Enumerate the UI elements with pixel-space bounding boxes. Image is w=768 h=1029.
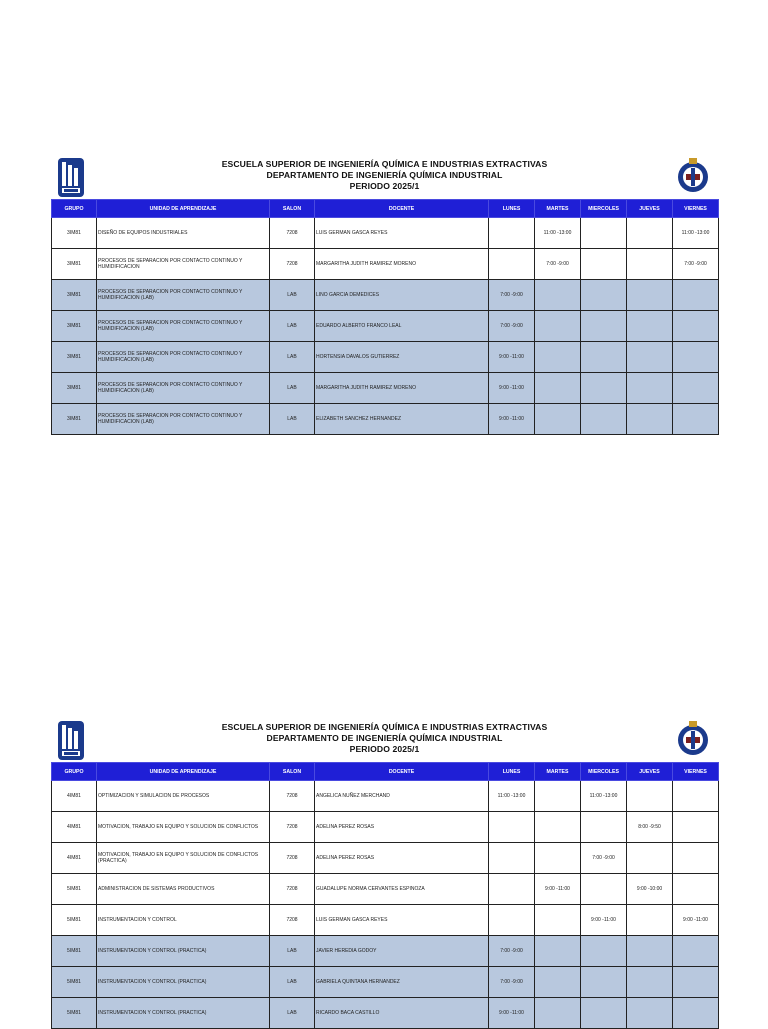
cell-docente: ANGELICA NUÑEZ MERCHAND bbox=[315, 781, 489, 812]
sheet-header bbox=[51, 157, 718, 199]
table-row bbox=[52, 311, 719, 342]
school-name: ESCUELA SUPERIOR DE INGENIERÍA QUÍMICA E INDUSTRIAS EXTRACTIVAS bbox=[221, 722, 548, 732]
cell-salon: 7208 bbox=[270, 812, 315, 843]
cell-martes bbox=[535, 404, 581, 435]
cell-viernes bbox=[673, 874, 719, 905]
col-miercoles: MIERCOLES bbox=[581, 200, 627, 218]
cell-unidad: ADMINISTRACION DE SISTEMAS PRODUCTIVOS bbox=[97, 874, 270, 905]
cell-salon: 7208 bbox=[270, 874, 315, 905]
cell-viernes bbox=[673, 781, 719, 812]
cell-viernes bbox=[673, 843, 719, 874]
cell-martes: 9:00 -11:00 bbox=[535, 874, 581, 905]
department-name: DEPARTAMENTO DE INGENIERÍA QUÍMICA INDUSTRIAL bbox=[266, 733, 503, 743]
cell-unidad: PROCESOS DE SEPARACION POR CONTACTO CONTINUO Y HUMIDIFICACION (LAB) bbox=[97, 342, 270, 373]
cell-grupo: 3IM81 bbox=[52, 342, 97, 373]
col-lunes: LUNES bbox=[489, 200, 535, 218]
cell-unidad: INSTRUMENTACION Y CONTROL (PRACTICA) bbox=[97, 998, 270, 1029]
table-row bbox=[52, 342, 719, 373]
col-viernes: VIERNES bbox=[673, 763, 719, 781]
cell-lunes: 7:00 -9:00 bbox=[489, 967, 535, 998]
cell-lunes: 7:00 -9:00 bbox=[489, 936, 535, 967]
cell-viernes bbox=[673, 342, 719, 373]
table-row bbox=[52, 218, 719, 249]
cell-grupo: 3IM81 bbox=[52, 311, 97, 342]
cell-viernes: 7:00 -9:00 bbox=[673, 249, 719, 280]
cell-docente: ADELINA PEREZ ROSAS bbox=[315, 843, 489, 874]
ipn-gear-seal-icon bbox=[676, 157, 710, 196]
col-salon: SALON bbox=[270, 763, 315, 781]
table-row bbox=[52, 936, 719, 967]
cell-grupo: 4IM81 bbox=[52, 843, 97, 874]
cell-grupo: 3IM81 bbox=[52, 249, 97, 280]
cell-viernes: 11:00 -13:00 bbox=[673, 218, 719, 249]
cell-jueves bbox=[627, 218, 673, 249]
cell-jueves bbox=[627, 404, 673, 435]
table-row bbox=[52, 280, 719, 311]
cell-miercoles bbox=[581, 311, 627, 342]
col-lunes: LUNES bbox=[489, 763, 535, 781]
cell-unidad: MOTIVACION, TRABAJO EN EQUIPO Y SOLUCION DE CONFLICTOS (PRACTICA) bbox=[97, 843, 270, 874]
cell-docente: GUADALUPE NORMA CERVANTES ESPINOZA bbox=[315, 874, 489, 905]
cell-viernes bbox=[673, 404, 719, 435]
cell-martes: 11:00 -13:00 bbox=[535, 218, 581, 249]
ipn-gear-seal-icon bbox=[676, 720, 710, 759]
cell-salon: LAB bbox=[270, 998, 315, 1029]
col-docente: DOCENTE bbox=[315, 200, 489, 218]
cell-miercoles: 9:00 -11:00 bbox=[581, 905, 627, 936]
cell-jueves bbox=[627, 311, 673, 342]
cell-unidad: INSTRUMENTACION Y CONTROL (PRACTICA) bbox=[97, 967, 270, 998]
cell-docente: JAVIER HEREDIA GODOY bbox=[315, 936, 489, 967]
cell-unidad: PROCESOS DE SEPARACION POR CONTACTO CONTINUO Y HUMIDIFICACION (LAB) bbox=[97, 373, 270, 404]
cell-lunes: 7:00 -9:00 bbox=[489, 280, 535, 311]
cell-miercoles bbox=[581, 280, 627, 311]
table-row bbox=[52, 967, 719, 998]
cell-unidad: INSTRUMENTACION Y CONTROL (PRACTICA) bbox=[97, 936, 270, 967]
cell-lunes: 9:00 -11:00 bbox=[489, 373, 535, 404]
cell-unidad: PROCESOS DE SEPARACION POR CONTACTO CONTINUO Y HUMIDIFICACION bbox=[97, 249, 270, 280]
col-jueves: JUEVES bbox=[627, 763, 673, 781]
cell-grupo: 5IM81 bbox=[52, 905, 97, 936]
cell-salon: 7208 bbox=[270, 218, 315, 249]
cell-jueves: 8:00 -9:50 bbox=[627, 812, 673, 843]
cell-martes bbox=[535, 342, 581, 373]
cell-miercoles bbox=[581, 812, 627, 843]
cell-lunes bbox=[489, 249, 535, 280]
col-martes: MARTES bbox=[535, 763, 581, 781]
cell-miercoles bbox=[581, 967, 627, 998]
table-row bbox=[52, 843, 719, 874]
cell-jueves bbox=[627, 967, 673, 998]
cell-grupo: 3IM81 bbox=[52, 404, 97, 435]
cell-unidad: PROCESOS DE SEPARACION POR CONTACTO CONTINUO Y HUMIDIFICACION (LAB) bbox=[97, 404, 270, 435]
col-jueves: JUEVES bbox=[627, 200, 673, 218]
cell-viernes bbox=[673, 812, 719, 843]
cell-martes bbox=[535, 311, 581, 342]
col-unidad: UNIDAD DE APRENDIZAJE bbox=[97, 200, 270, 218]
table-body bbox=[52, 781, 719, 1029]
cell-salon: LAB bbox=[270, 342, 315, 373]
cell-viernes bbox=[673, 373, 719, 404]
schedule-sheet-2 bbox=[51, 720, 718, 1029]
cell-salon: LAB bbox=[270, 280, 315, 311]
table-header-row bbox=[52, 200, 719, 218]
cell-salon: 7208 bbox=[270, 781, 315, 812]
col-docente: DOCENTE bbox=[315, 763, 489, 781]
period-label: PERIODO 2025/1 bbox=[349, 744, 420, 754]
cell-viernes bbox=[673, 311, 719, 342]
cell-martes bbox=[535, 373, 581, 404]
cell-lunes: 11:00 -13:00 bbox=[489, 781, 535, 812]
schedule-table bbox=[51, 199, 719, 435]
cell-lunes bbox=[489, 812, 535, 843]
cell-miercoles bbox=[581, 936, 627, 967]
cell-lunes: 9:00 -11:00 bbox=[489, 404, 535, 435]
cell-docente: GABRIELA QUINTANA HERNANDEZ bbox=[315, 967, 489, 998]
table-body bbox=[52, 218, 719, 435]
cell-miercoles bbox=[581, 874, 627, 905]
cell-unidad: OPTIMIZACION Y SIMULACION DE PROCESOS bbox=[97, 781, 270, 812]
cell-miercoles bbox=[581, 218, 627, 249]
school-name: ESCUELA SUPERIOR DE INGENIERÍA QUÍMICA E INDUSTRIAS EXTRACTIVAS bbox=[221, 159, 548, 169]
col-grupo: GRUPO bbox=[52, 200, 97, 218]
cell-lunes bbox=[489, 218, 535, 249]
cell-martes bbox=[535, 967, 581, 998]
cell-docente: HORTENSIA DAVALOS GUTIERREZ bbox=[315, 342, 489, 373]
schedule-table bbox=[51, 762, 719, 1029]
cell-jueves bbox=[627, 936, 673, 967]
cell-salon: LAB bbox=[270, 373, 315, 404]
table-row bbox=[52, 781, 719, 812]
col-grupo: GRUPO bbox=[52, 763, 97, 781]
cell-miercoles bbox=[581, 404, 627, 435]
table-row bbox=[52, 373, 719, 404]
cell-docente: LUIS GERMAN GASCA REYES bbox=[315, 218, 489, 249]
col-miercoles: MIERCOLES bbox=[581, 763, 627, 781]
table-row bbox=[52, 874, 719, 905]
col-salon: SALON bbox=[270, 200, 315, 218]
cell-jueves bbox=[627, 280, 673, 311]
cell-grupo: 3IM81 bbox=[52, 280, 97, 311]
cell-grupo: 4IM81 bbox=[52, 781, 97, 812]
cell-lunes bbox=[489, 905, 535, 936]
cell-miercoles: 7:00 -9:00 bbox=[581, 843, 627, 874]
cell-salon: LAB bbox=[270, 404, 315, 435]
table-row bbox=[52, 249, 719, 280]
cell-martes bbox=[535, 280, 581, 311]
col-martes: MARTES bbox=[535, 200, 581, 218]
title-block bbox=[51, 722, 718, 755]
cell-lunes: 9:00 -11:00 bbox=[489, 342, 535, 373]
cell-docente: MARGARITHA JUDITH RAMIREZ MORENO bbox=[315, 373, 489, 404]
cell-miercoles bbox=[581, 342, 627, 373]
cell-docente: LINO GARCIA DEMEDICES bbox=[315, 280, 489, 311]
cell-viernes bbox=[673, 936, 719, 967]
cell-jueves bbox=[627, 781, 673, 812]
cell-unidad: PROCESOS DE SEPARACION POR CONTACTO CONTINUO Y HUMIDIFICACION (LAB) bbox=[97, 311, 270, 342]
table-header-row bbox=[52, 763, 719, 781]
cell-docente: RICARDO BACA CASTILLO bbox=[315, 998, 489, 1029]
cell-martes bbox=[535, 936, 581, 967]
cell-docente: LUIS GERMAN GASCA REYES bbox=[315, 905, 489, 936]
cell-docente: ADELINA PEREZ ROSAS bbox=[315, 812, 489, 843]
cell-jueves bbox=[627, 373, 673, 404]
cell-salon: 7208 bbox=[270, 249, 315, 280]
cell-grupo: 4IM81 bbox=[52, 812, 97, 843]
cell-jueves bbox=[627, 905, 673, 936]
cell-lunes bbox=[489, 843, 535, 874]
cell-unidad: MOTIVACION, TRABAJO EN EQUIPO Y SOLUCION DE CONFLICTOS bbox=[97, 812, 270, 843]
cell-martes: 7:00 -9:00 bbox=[535, 249, 581, 280]
cell-martes bbox=[535, 781, 581, 812]
cell-grupo: 5IM81 bbox=[52, 936, 97, 967]
table-row bbox=[52, 404, 719, 435]
cell-martes bbox=[535, 812, 581, 843]
schedule-sheet-1 bbox=[51, 157, 718, 435]
col-viernes: VIERNES bbox=[673, 200, 719, 218]
cell-miercoles bbox=[581, 373, 627, 404]
cell-miercoles bbox=[581, 249, 627, 280]
cell-docente: EDUARDO ALBERTO FRANCO LEAL bbox=[315, 311, 489, 342]
cell-viernes: 9:00 -11:00 bbox=[673, 905, 719, 936]
table-row bbox=[52, 812, 719, 843]
cell-grupo: 3IM81 bbox=[52, 373, 97, 404]
cell-salon: LAB bbox=[270, 936, 315, 967]
cell-viernes bbox=[673, 967, 719, 998]
period-label: PERIODO 2025/1 bbox=[349, 181, 420, 191]
cell-miercoles: 11:00 -13:00 bbox=[581, 781, 627, 812]
cell-martes bbox=[535, 905, 581, 936]
title-block bbox=[51, 159, 718, 192]
cell-lunes: 7:00 -9:00 bbox=[489, 311, 535, 342]
cell-salon: LAB bbox=[270, 967, 315, 998]
cell-docente: MARGARITHA JUDITH RAMIREZ MORENO bbox=[315, 249, 489, 280]
cell-jueves bbox=[627, 843, 673, 874]
cell-jueves bbox=[627, 342, 673, 373]
cell-viernes bbox=[673, 280, 719, 311]
col-unidad: UNIDAD DE APRENDIZAJE bbox=[97, 763, 270, 781]
cell-jueves bbox=[627, 249, 673, 280]
cell-salon: 7208 bbox=[270, 843, 315, 874]
cell-unidad: DISEÑO DE EQUIPOS INDUSTRIALES bbox=[97, 218, 270, 249]
cell-jueves: 9:00 -10:00 bbox=[627, 874, 673, 905]
department-name: DEPARTAMENTO DE INGENIERÍA QUÍMICA INDUSTRIAL bbox=[266, 170, 503, 180]
cell-grupo: 5IM81 bbox=[52, 874, 97, 905]
cell-grupo: 5IM81 bbox=[52, 998, 97, 1029]
sheet-header bbox=[51, 720, 718, 762]
cell-grupo: 3IM81 bbox=[52, 218, 97, 249]
cell-docente: ELIZABETH SANCHEZ HERNANDEZ bbox=[315, 404, 489, 435]
cell-unidad: PROCESOS DE SEPARACION POR CONTACTO CONTINUO Y HUMIDIFICACION (LAB) bbox=[97, 280, 270, 311]
table-row bbox=[52, 905, 719, 936]
cell-salon: LAB bbox=[270, 311, 315, 342]
cell-lunes: 9:00 -11:00 bbox=[489, 998, 535, 1029]
cell-martes bbox=[535, 843, 581, 874]
cell-grupo: 5IM81 bbox=[52, 967, 97, 998]
cell-lunes bbox=[489, 874, 535, 905]
cell-unidad: INSTRUMENTACION Y CONTROL bbox=[97, 905, 270, 936]
cell-salon: 7208 bbox=[270, 905, 315, 936]
